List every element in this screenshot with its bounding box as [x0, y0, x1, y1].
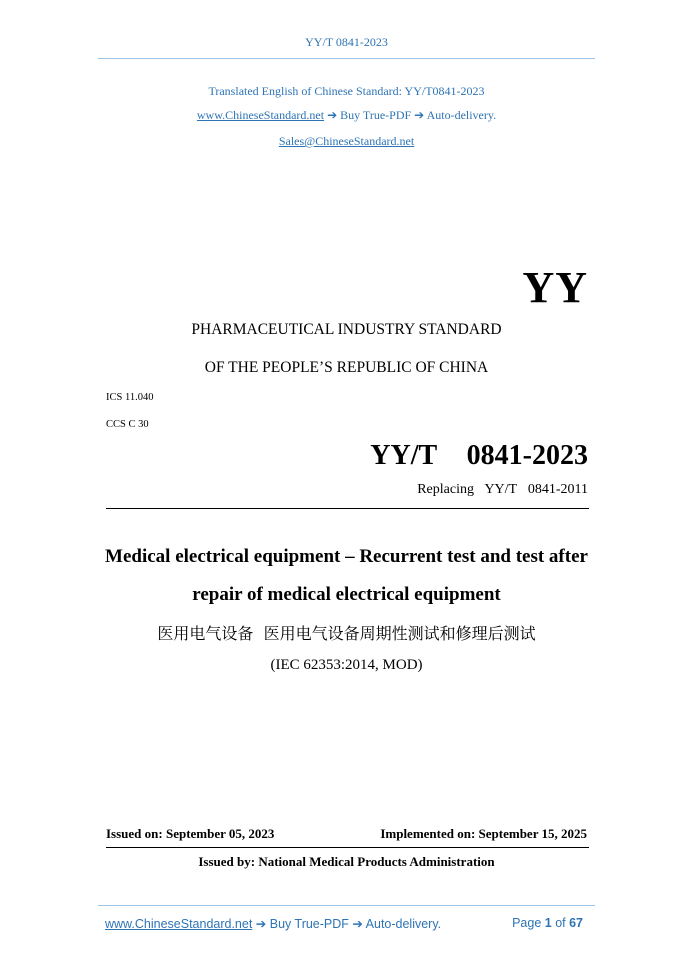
- footer-divider: [98, 905, 595, 906]
- running-header: YY/T 0841-2023: [305, 35, 388, 49]
- page-indicator: [512, 916, 583, 930]
- standard-number: YY/T 0841-2023: [370, 440, 588, 471]
- issuing-authority: Issued by: National Medical Products Administration: [198, 854, 495, 869]
- footer-site-link[interactable]: www.ChineseStandard.net: [105, 917, 253, 931]
- title-english-line-1: Medical electrical equipment – Recurrent test and test after: [105, 546, 588, 567]
- standard-category-mark: YY: [522, 263, 588, 312]
- title-english-line-2: repair of medical electrical equipment: [192, 584, 501, 605]
- footer-purchase-notice: [105, 916, 441, 931]
- sales-email-link[interactable]: Sales@ChineseStandard.net: [278, 134, 415, 148]
- purchase-notice: [0, 108, 693, 123]
- title-chinese: 医用电气设备 医用电气设备周期性测试和修理后测试: [157, 624, 536, 643]
- iec-adoption: (IEC 62353:2014, MOD): [270, 657, 423, 673]
- page-of: of: [551, 916, 570, 930]
- dates-divider: [106, 847, 589, 848]
- replacing-note: Replacing YY/T 0841-2011: [417, 482, 588, 497]
- ccs-code: CCS C 30: [106, 419, 149, 430]
- header-divider: [98, 58, 595, 59]
- purchase-text: ➔ Buy True-PDF ➔ Auto-delivery.: [324, 108, 497, 122]
- ics-code: ICS 11.040: [106, 392, 154, 403]
- implemented-on-date: Implemented on: September 15, 2025: [380, 826, 587, 841]
- footer-purchase-text: ➔ Buy True-PDF ➔ Auto-delivery.: [252, 917, 442, 931]
- issued-on-date: Issued on: September 05, 2023: [106, 826, 275, 841]
- page-label: Page: [512, 916, 545, 930]
- organization-line-2: OF THE PEOPLE’S REPUBLIC OF CHINA: [204, 359, 489, 376]
- site-link[interactable]: www.ChineseStandard.net: [196, 108, 325, 122]
- sales-email-line: [0, 134, 693, 149]
- title-divider: [106, 508, 589, 509]
- organization-line-1: PHARMACEUTICAL INDUSTRY STANDARD: [191, 321, 502, 338]
- translation-notice: Translated English of Chinese Standard: YY/T0841-2023: [208, 84, 485, 98]
- page-current: 1: [544, 916, 552, 930]
- page-total: 67: [569, 916, 583, 930]
